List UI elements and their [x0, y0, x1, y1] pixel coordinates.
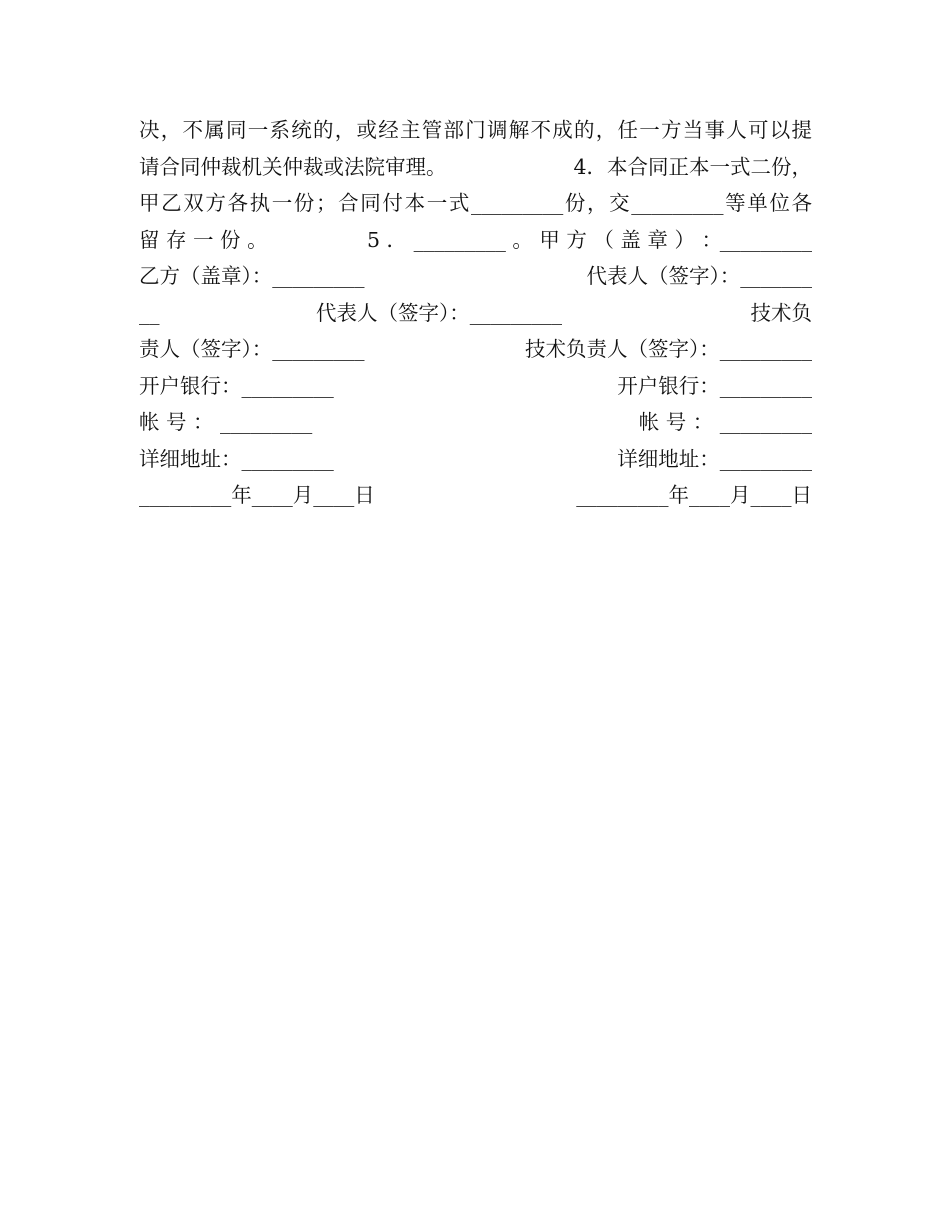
text-line-2: [139, 149, 812, 186]
text-line-1: [139, 112, 812, 149]
text-line-10: [139, 441, 812, 478]
party-a-address: 详细地址：_________: [139, 446, 334, 471]
clause-5-party-a-seal: 5 ． _________ 。 甲 方 （ 盖 章 ） ：: [367, 227, 722, 252]
party-a-representative: 代表人（签字）：_______: [586, 264, 812, 288]
copies-text: 甲乙双方各执一份；合同付本一式_________份，交_________等单位各: [139, 191, 812, 215]
retain-copy-text: 留 存 一 份 。: [139, 227, 268, 252]
representative-blank-continued: __: [139, 300, 160, 325]
contract-text: [139, 112, 812, 514]
text-line-4: [139, 222, 812, 259]
party-a-bank: 开户银行：_________: [139, 373, 334, 398]
party-a-seal-blank: _________: [719, 227, 812, 252]
arbitration-text: 请合同仲裁机关仲裁或法院审理。: [139, 154, 447, 179]
party-b-address: 详细地址：_________: [617, 446, 812, 471]
text-line-8: [139, 368, 812, 405]
text-line-7: [139, 331, 812, 368]
party-a-technical-lead: 责人（签字）：_________: [139, 337, 365, 361]
technical-lead-label-start: 技术负: [750, 300, 812, 325]
dispute-resolution-text: 决，不属同一系统的，或经主管部门调解不成的，任一方当事人可以提: [139, 118, 812, 142]
party-a-date: _________年____月____日: [139, 483, 375, 507]
text-line-6: [139, 295, 812, 332]
text-line-3: [139, 185, 812, 222]
party-b-account: 帐 号 ： _________: [638, 410, 812, 434]
party-b-representative: 代表人（签字）：_________: [316, 300, 562, 325]
party-b-date: _________年____月____日: [576, 483, 812, 507]
text-line-5: [139, 258, 812, 295]
party-b-bank: 开户银行：_________: [617, 373, 812, 398]
party-a-account: 帐 号 ： _________: [139, 410, 313, 434]
text-line-9: [139, 404, 812, 441]
clause-4-text: 4．本合同正本一式二份，: [573, 154, 812, 179]
party-b-seal: 乙方（盖章）：_________: [139, 264, 365, 288]
party-b-technical-lead: 技术负责人（签字）：_________: [525, 337, 812, 361]
text-line-11: [139, 477, 812, 514]
